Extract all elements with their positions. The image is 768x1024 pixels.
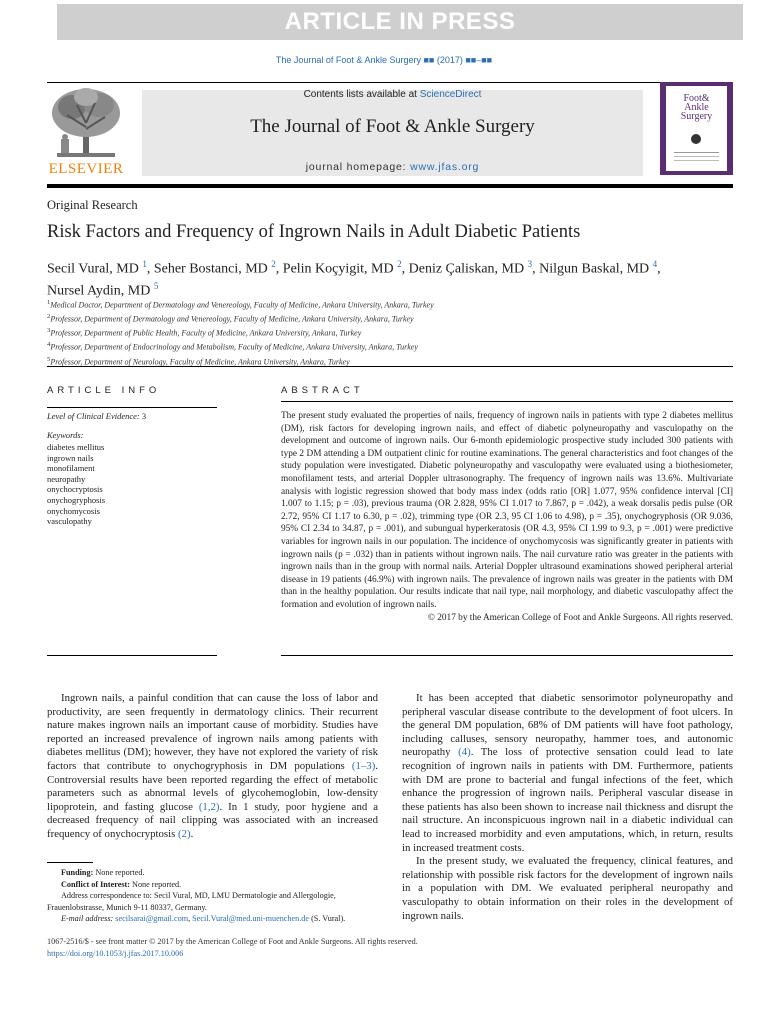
author-affiliation-mark[interactable]: 5: [153, 280, 159, 291]
email-label: E-mail address:: [61, 914, 114, 923]
body-text: . Controversial results have been reported regarding the effect of metabolic parameters such as abnormal levels of glycohemoglobin, low-density lipoprotein, and fasting glucose: [47, 759, 378, 813]
author-separator: ,: [401, 261, 409, 277]
masthead-thick-rule: [47, 184, 733, 188]
affiliation-item: [47, 311, 733, 325]
abstract-heading: ABSTRACT: [281, 385, 364, 396]
section-divider: [47, 366, 733, 367]
cover-title-line: Foot&: [683, 93, 710, 104]
body-paragraph: In the present study, we evaluated the frequency, clinical features, and relationship with possible risk factors for the development of ingrown nails in a population with DM. We evaluated peripheral neuropathy and vasculopathy to obtain information on their roles in the development of ingrown nails.: [402, 855, 733, 922]
affiliation-text: Professor, Department of Endocrinology and Metabolism, Faculty of Medicine, Ankara University, Ankara, Turkey: [50, 343, 418, 353]
doi-link[interactable]: https://doi.org/10.1053/j.jfas.2017.10.006: [47, 949, 184, 958]
author-name: Deniz Çaliskan, MD: [408, 261, 528, 277]
article-title: Risk Factors and Frequency of Ingrown Nails in Adult Diabetic Patients: [47, 222, 581, 242]
homepage-link[interactable]: www.jfas.org: [410, 161, 480, 173]
article-in-press-banner: ARTICLE IN PRESS: [57, 4, 743, 40]
citation-link[interactable]: (2): [178, 827, 191, 840]
affiliation-text: Professor, Department of Neurology, Faculty of Medicine, Ankara University, Ankara, Turkey: [50, 357, 350, 367]
email-note: [47, 913, 378, 925]
article-info-rule: [47, 407, 217, 408]
cover-title-line: Surgery: [680, 111, 713, 122]
abstract-rule: [281, 401, 733, 402]
level-of-evidence: [47, 411, 146, 421]
affiliation-item: [47, 325, 733, 339]
sciencedirect-link[interactable]: ScienceDirect: [419, 89, 482, 100]
email-separator: ,: [188, 914, 193, 923]
elsevier-wordmark: ELSEVIER: [48, 161, 124, 177]
keyword: onychomycosis: [47, 505, 100, 516]
body-text: . In 1 study, poor hygiene and a decreased frequency of nail clipping was associated with an increased frequency of onychocryptosis: [47, 800, 378, 840]
affiliation-number: 5: [47, 355, 51, 363]
author-affiliation-mark[interactable]: 1: [142, 259, 147, 269]
citation-link[interactable]: (4): [458, 746, 471, 759]
body-text: It has been accepted that diabetic sensorimotor polyneuropathy and peripheral vascular disease contribute to the development of foot ulcers. In the general DM population, 68% of DM patients will have foot pathology, including calluses, sensory neuropathy, hammer toes, and autonomic neuropathy: [402, 692, 733, 759]
affiliation-number: 1: [47, 299, 51, 306]
author-name: Nursel Aydin, MD: [47, 283, 154, 299]
keywords-label: Keywords:: [47, 430, 84, 440]
conflict-note: [47, 879, 378, 891]
funding-label: Funding:: [61, 868, 94, 877]
email-suffix: (S. Vural).: [309, 914, 346, 923]
homepage-prefix: journal homepage:: [305, 161, 411, 173]
issn-block: [47, 936, 418, 960]
body-paragraph: [402, 692, 733, 855]
body-column-right: [402, 692, 733, 923]
affiliation-text: Medical Doctor, Department of Dermatology and Venereology, Faculty of Medicine, Ankara University, Ankara, Turkey: [50, 300, 434, 310]
cover-title: [666, 94, 727, 121]
author-separator: ,: [275, 261, 283, 277]
contents-available: [142, 89, 643, 100]
cover-title-line: Ankle: [684, 102, 709, 113]
author-name: Secil Vural, MD: [47, 261, 143, 277]
footnotes: [47, 867, 378, 925]
conflict-text: None reported.: [129, 879, 182, 889]
abstract-copyright: © 2017 by the American College of Foot and Ankle Surgeons. All rights reserved.: [427, 612, 733, 623]
keyword: neuropathy: [47, 473, 86, 484]
body-paragraph: [47, 692, 378, 842]
conflict-label: Conflict of Interest:: [61, 879, 130, 889]
article-info-bottom-rule: [47, 655, 217, 656]
citation-link[interactable]: (1–3): [351, 759, 376, 772]
author-affiliation-mark[interactable]: 4: [652, 259, 658, 269]
author-separator: ,: [146, 261, 154, 277]
cover-text-lines: [674, 152, 719, 153]
keyword: onychogryphosis: [47, 494, 106, 505]
journal-reference-link[interactable]: The Journal of Foot & Ankle Surgery ■■ (2017) ■■–■■: [275, 55, 493, 65]
author-name: Seher Bostanci, MD: [153, 261, 272, 277]
author-name: Nilgun Baskal, MD: [539, 261, 653, 277]
body-text: Ingrown nails, a painful condition that can cause the loss of labor and productivity, are seen frequently in dermatology clinics. Their recurrent nature makes ingrown nails an important cause of morbidity. Studies have reported an increased prevalence of ingrown nails among patients with diabetes mellitus (DM); however, they have not explored the variety of risk factors that contribute to onychogryphosis in DM populations: [47, 692, 378, 772]
affiliations: [47, 297, 733, 368]
funding-text: None reported.: [93, 868, 145, 877]
keyword: ingrown nails: [47, 452, 94, 463]
journal-homepage: [142, 161, 643, 173]
article-info-heading: ARTICLE INFO: [47, 385, 161, 396]
author-affiliation-mark[interactable]: 3: [527, 259, 533, 269]
contents-prefix: Contents lists available at: [303, 89, 420, 100]
keyword: monofilament: [47, 463, 95, 474]
footnote-rule: [47, 862, 93, 863]
author-separator: ,: [657, 261, 661, 277]
correspondence-address: Address correspondence to: Secil Vural, MD, LMU Dermatologie and Allergologie, Frauenlobstrasse, Munich 9-11 80337, Germany.: [47, 891, 336, 912]
funding-note: [47, 867, 378, 879]
body-text: . The loss of protective sensation could lead to late recognition of ingrown nails in patients with DM. Furthermore, patients with DM are prone to bacterial and fungal infections of the feet, which enhance the progression of ingrown nails. Peripheral vascular disease in these patients has also been shown to increase nail thickness and disrupt the nail structure. An inconspicuous ingrown nail in a diabetic individual can lead to increased morbidity and even amputations, which, in return, results in increased treatment costs.: [402, 746, 733, 854]
loe-label: Level of Clinical Evidence:: [47, 411, 140, 421]
abstract-bottom-rule: [281, 655, 733, 656]
body-text: .: [190, 827, 194, 840]
header-rule: [47, 82, 733, 83]
cover-page: [666, 86, 727, 171]
cover-emblem: [691, 134, 701, 144]
affiliation-number: 3: [47, 327, 51, 335]
affiliation-text: Professor, Department of Public Health, Faculty of Medicine, Ankara University, Ankara, Turkey: [50, 328, 362, 338]
loe-value: 3: [139, 411, 147, 421]
keyword: diabetes mellitus: [47, 442, 105, 452]
affiliation-item: [47, 297, 733, 311]
journal-title: The Journal of Foot & Ankle Surgery: [250, 116, 535, 137]
keywords-list: [47, 442, 105, 527]
affiliation-number: 2: [47, 313, 51, 321]
email-link[interactable]: secilsarai@gmail.com: [115, 914, 189, 923]
author-separator: ,: [532, 261, 540, 277]
citation-link[interactable]: (1,2): [198, 800, 220, 813]
section-type: Original Research: [47, 198, 138, 212]
author-affiliation-mark[interactable]: 2: [397, 259, 402, 269]
affiliation-number: 4: [47, 341, 51, 349]
abstract-text: The present study evaluated the properties of nails, frequency of ingrown nails in patients with type 2 diabetes mellitus (DM), risk factors for developing ingrown nails, and effect of diabetic polyneuropathy and vasculopathy on the development and outcome of ingrown nails. Our 6-month epidemiologic prospective study included 300 patients with type 2 DM attending a DM outpatient clinic for routine examinations. The general characteristics and foot changes of the study population were investigated. Diabetic polyneuropathy and vasculopathy were evaluated using a biothesiometer, monofilament tests, and arterial Doppler ultrasonography. The frequency of ingrown nails was 13.6%. Multivariate analysis with logistic regression showed that body mass index (odds ratio [OR] 1.077, 95% confidence interval [CI] 1.007 to 1.15; p = .03), previous trauma (OR 2.828, 95% CI 1.017 to 7.867, p = .042), a weak dorsalis pedis pulse (OR 2.72, 95% CI 1.17 to 6.30, p = .02), trimming type (OR 2.3, 95 CI 1.06 to 4.98), p = .35), onychogryphosis (OR 9.036, 95% CI 2.34 to 34.87, p = .001), and subungual hyperkeratosis (OR 4.3, 95% CI 1.99 to 9.3, p = .001) were predictive variables for ingrown nails in our population. The incidence of onychomycosis was significantly greater in patients with ingrown nails (p = .032) than in patients without ingrown nails. The nail curvature ratio was greater in the patients with ingrown nails than in the group with normal nails. Arterial Doppler ultrasound examinations showed peripheral arterial disease in 19 patients (46.9%) with ingrown nails. The prevalence of ingrown nails was greater in the patients with DM than in the healthy population. Our results indicate that nail type, nail morphology, and diabetic vasculopathy affect the formation and evolution of ingrown nails.: [281, 411, 733, 610]
email-link[interactable]: Secil.Vural@med.uni-muenchen.de: [192, 914, 310, 923]
journal-cover-thumbnail[interactable]: [660, 82, 733, 175]
author-affiliation-mark[interactable]: 2: [271, 259, 276, 269]
abstract-body: [281, 410, 733, 624]
keyword: onychocryptosis: [47, 484, 103, 495]
affiliation-text: Professor, Department of Dermatology and Venereology, Faculty of Medicine, Ankara University, Ankara, Turkey: [50, 314, 414, 324]
issn-line: 1067-2516/$ - see front matter © 2017 by the American College of Foot and Ankle Surgeons. All rights reserved.: [47, 937, 418, 946]
author-list: [47, 256, 733, 299]
author-name: Pelin Koçyigit, MD: [282, 261, 398, 277]
affiliation-item: [47, 339, 733, 353]
body-column-left: [47, 692, 378, 842]
keyword: vasculopathy: [47, 516, 92, 527]
